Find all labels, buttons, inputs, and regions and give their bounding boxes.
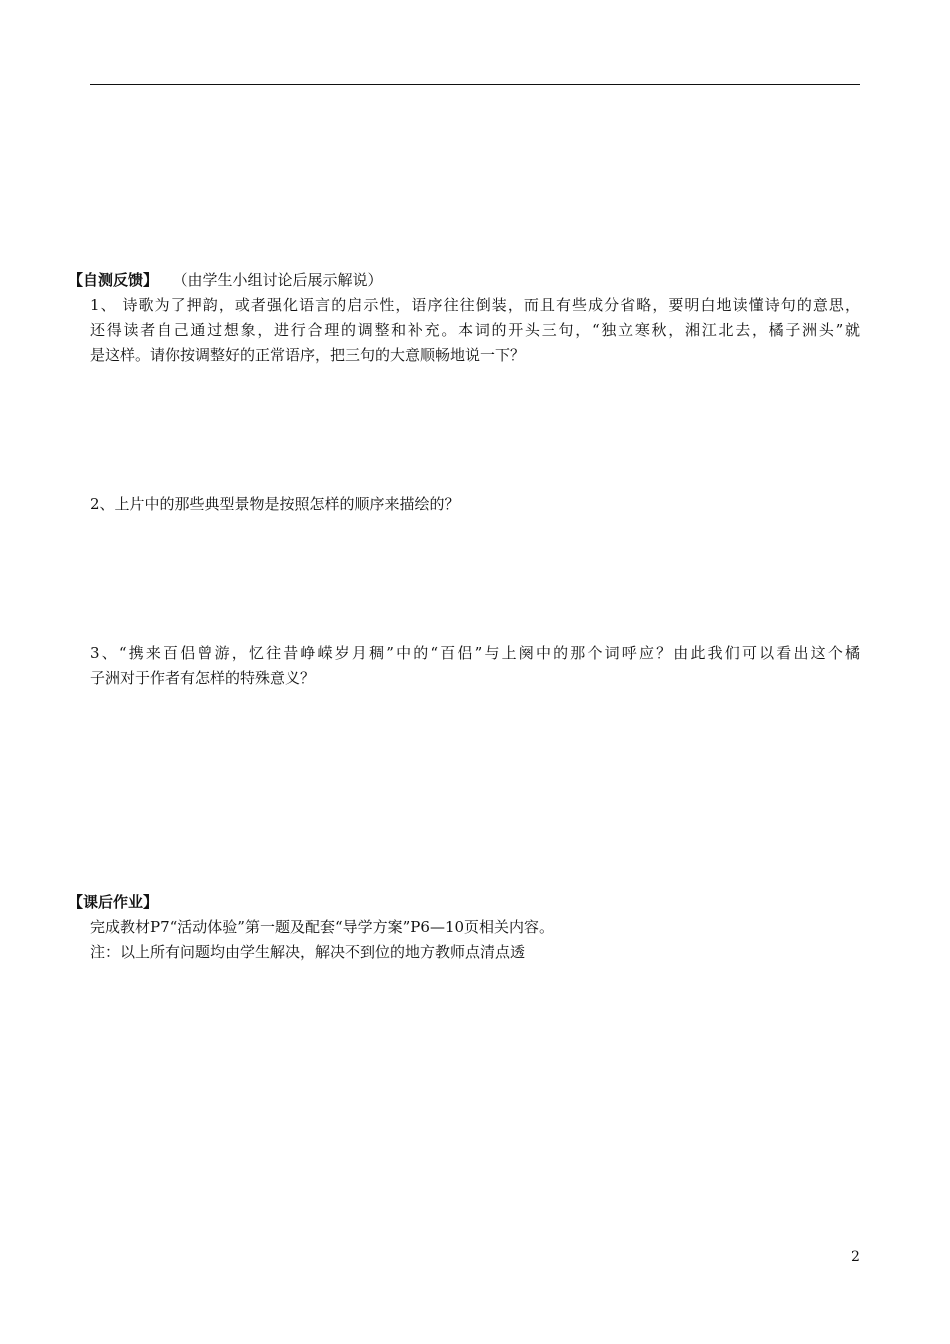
self-test-heading-row: [68, 270, 383, 290]
question-1-line-1: 1、 诗歌为了押韵，或者强化语言的启示性，语序往往倒装，而且有些成分省略，要明白地读懂诗句的意思，: [90, 296, 860, 314]
question-1-line-2: 还得读者自己通过想象，进行合理的调整和补充。本词的开头三句，“独立寒秋，湘江北去，橘子洲头”就: [90, 321, 860, 339]
question-2: 2、上片中的那些典型景物是按照怎样的顺序来描绘的？: [90, 495, 460, 513]
homework-note: 注：以上所有问题均由学生解决，解决不到位的地方教师点清点透: [90, 943, 526, 961]
page-number: 2: [851, 1249, 860, 1265]
homework-heading-row: [68, 892, 158, 912]
homework-task: 完成教材P7“活动体验”第一题及配套“导学方案”P6—10页相关内容。: [90, 918, 555, 936]
self-test-note: （由学生小组讨论后展示解说）: [180, 271, 383, 289]
self-test-heading: 【自测反馈】: [68, 271, 159, 289]
header-rule: [90, 84, 860, 85]
question-3-line-1: 3、“携来百侣曾游，忆往昔峥嵘岁月稠”中的“百侣”与上阕中的那个词呼应？由此我们可以看出这个橘: [90, 644, 860, 662]
homework-heading: 【课后作业】: [68, 893, 159, 911]
question-1-line-3: 是这样。请你按调整好的正常语序，把三句的大意顺畅地说一下？: [90, 346, 526, 364]
question-3-line-2: 子洲对于作者有怎样的特殊意义？: [90, 669, 316, 687]
